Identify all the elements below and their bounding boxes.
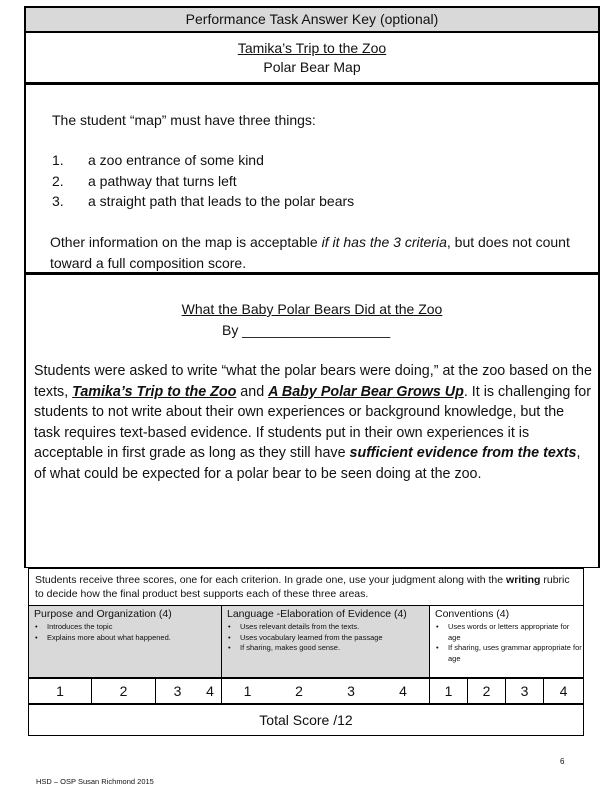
item-text: a zoo entrance of some kind [88, 152, 264, 168]
book-title-2: A Baby Polar Bear Grows Up [268, 383, 464, 400]
score-row [29, 677, 583, 705]
column-heading: Conventions (4) [435, 608, 510, 620]
rubric-intro-bold: writing [506, 574, 541, 586]
desc-text-3: , of what could be expected for a polar bear to be seen doing at the zoo. [34, 445, 581, 482]
note-text: Other information on the map is acceptable [50, 234, 322, 250]
score-cell[interactable]: 3 [155, 679, 199, 703]
rubric-intro-end: rubric to decide how the final product best supports each of these three areas. [35, 574, 570, 600]
criteria-item [52, 191, 354, 212]
bullet-item: • Uses relevant details from the texts. [240, 622, 429, 633]
other-info-note [50, 232, 570, 274]
rubric-column-purpose [29, 605, 221, 677]
item-number: 1. [52, 152, 64, 168]
bullet-item: • Uses words or letters appropriate for age [448, 622, 583, 643]
score-cell[interactable]: 2 [467, 679, 505, 703]
score-cell[interactable]: 1 [429, 679, 467, 703]
score-cell[interactable]: 4 [399, 683, 407, 699]
bullet-item: • If sharing, uses grammar appropriate for age [448, 643, 583, 664]
bullet-item: • Introduces the topic [47, 622, 221, 633]
column-heading: Purpose and Organization (4) [34, 608, 172, 620]
score-cell[interactable]: 3 [505, 679, 543, 703]
item-text: a straight path that leads to the polar bears [88, 193, 355, 209]
column-heading: Language -Elaboration of Evidence (4) [227, 608, 407, 620]
rubric-intro [35, 573, 580, 601]
author-line: By ___________________ [222, 322, 391, 338]
column-bullets [29, 622, 221, 643]
item-number: 3. [52, 193, 64, 209]
item-number: 2. [52, 172, 64, 189]
item-text: a pathway that turns left [88, 172, 237, 189]
answer-key-header [24, 6, 600, 33]
score-cell[interactable]: 2 [91, 679, 155, 703]
map-criteria-section [24, 84, 600, 274]
score-cell[interactable]: 1 [56, 683, 64, 699]
writing-title: What the Baby Polar Bears Did at the Zoo [181, 301, 443, 317]
scoring-rubric [28, 568, 584, 736]
story-title: Tamika’s Trip to the Zoo [237, 40, 387, 56]
task-subtitle: Polar Bear Map [263, 59, 361, 75]
score-cell[interactable]: 3 [347, 683, 355, 699]
bullet-item: • Explains more about what happened. [47, 633, 221, 644]
bullet-item: • Uses vocabulary learned from the passage [240, 633, 429, 644]
score-cell[interactable]: 4 [206, 683, 214, 699]
note-emphasis: if it has the 3 criteria [321, 234, 447, 250]
total-score: Total Score /12 [259, 712, 353, 728]
rubric-intro-text: Students receive three scores, one for each criterion. In grade one, use your judgment along with the [35, 574, 507, 586]
title-section [24, 33, 600, 84]
rubric-column-language [221, 605, 429, 677]
desc-emphasis: sufficient evidence from the texts [349, 445, 577, 462]
criteria-item [52, 150, 354, 171]
rubric-column-conventions [429, 605, 583, 677]
header-title: Performance Task Answer Key (optional) [185, 11, 439, 27]
writing-task-section [24, 274, 600, 568]
score-cell[interactable]: 1 [221, 679, 273, 703]
page-number: 6 [560, 757, 565, 766]
criteria-item [52, 171, 354, 192]
bullet-item: • If sharing, makes good sense. [240, 643, 429, 654]
desc-text-2: . It is challenging for students to not write about their own experiences or background knowledge, but the task requires text-based evidence. If students put in their own experiences it is acceptable in first grade as long as they still have [34, 383, 592, 462]
book-title-1: Tamika’s Trip to the Zoo [72, 383, 237, 400]
desc-and: and [236, 383, 269, 400]
criteria-list [52, 150, 354, 212]
note-text-end: , but does not count toward a full composition score. [50, 234, 570, 271]
page-footer: HSD – OSP Susan Richmond 2015 [36, 777, 154, 786]
score-cell[interactable]: 4 [543, 679, 583, 703]
column-bullets [430, 622, 583, 664]
criteria-intro: The student “map” must have three things: [52, 112, 316, 128]
column-bullets [222, 622, 429, 654]
desc-text: Students were asked to write “what the polar bears were doing,” at the zoo based on the texts, [34, 363, 592, 400]
task-description [34, 361, 594, 485]
score-cell[interactable]: 2 [295, 683, 303, 699]
